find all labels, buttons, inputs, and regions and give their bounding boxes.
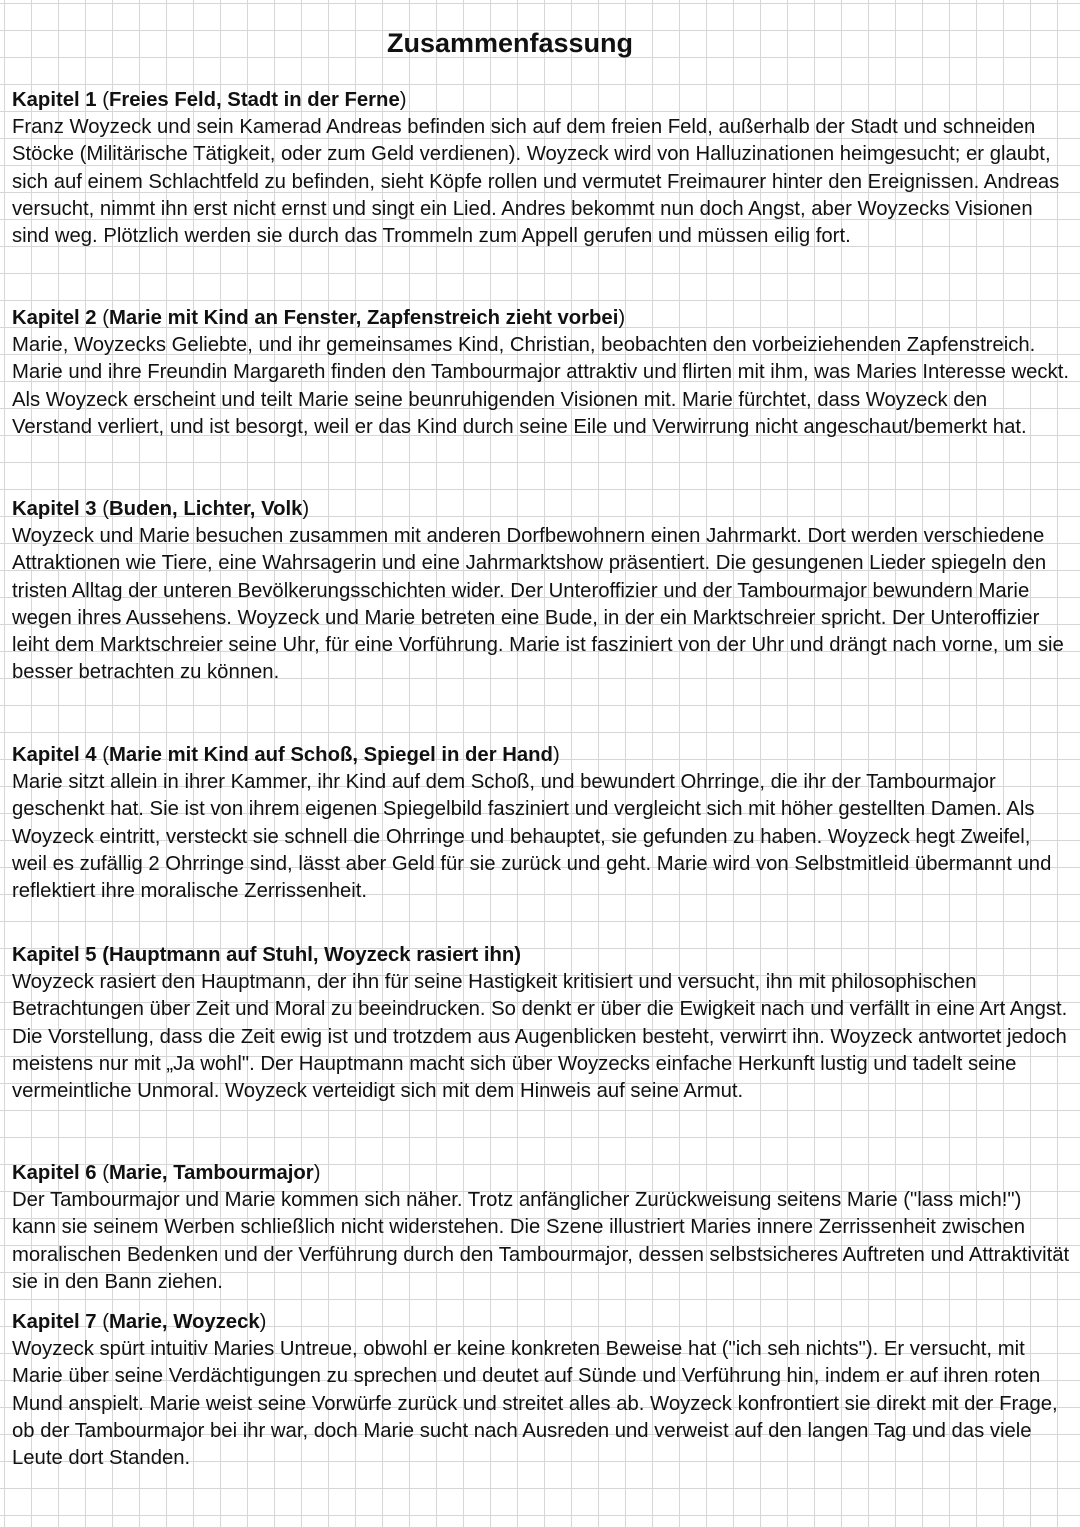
chapter-label: Kapitel 2: [12, 307, 97, 329]
chapter-scene: Marie mit Kind an Fenster, Zapfenstreich zieht vorbei: [108, 307, 619, 329]
chapter-text: Woyzeck spürt intuitiv Maries Untreue, obwohl er keine konkreten Beweise hat ("ich seh nichts"). Er versucht, mit Marie über seine Verdächtigungen zu sprechen und deutet auf Sünde und Verführung hin, indem er auf ihren roten Mund anspielt. Marie weist seine Vorwürfe zurück und streitet alles ab. Woyzeck konfrontiert sie direkt mit der Frage, ob der Tambourmajor bei ihr war, doch Marie sucht nach Ausreden und verweist auf den langen Tag und das viele Leute dort Standen.: [12, 1338, 1058, 1470]
chapter-heading: [12, 1309, 1070, 1336]
chapter-scene: Marie, Woyzeck: [108, 1311, 260, 1333]
chapter-paren-open: (: [102, 944, 109, 966]
chapter-section: [12, 1160, 1070, 1296]
chapter-section: [12, 742, 1070, 905]
chapter-paren-open: (: [102, 1311, 109, 1333]
chapter-section: [12, 496, 1070, 686]
chapter-text: Franz Woyzeck und sein Kamerad Andreas befinden sich auf dem freien Feld, außerhalb der Stadt und schneiden Stöcke (Militärische Tätigkeit, oder zum Geld verdienen). Woyzeck wird von Halluzinationen heimgesucht; er glaubt, sich auf einem Schlachtfeld zu befinden, sieht Köpfe rollen und vermutet Freimaurer hinter den Ereignissen. Andreas versucht, nimmt ihn erst nicht ernst und singt ein Lied. Andres bekommt nun doch Angst, aber Woyzecks Visionen sind weg. Plötzlich werden sie durch das Trommeln zum Appell gerufen und müssen eilig fort.: [12, 116, 1060, 248]
chapter-heading: [12, 742, 1070, 769]
chapter-heading: [12, 87, 1070, 114]
chapter-paren-close: ): [618, 307, 626, 329]
chapter-scene: Marie mit Kind auf Schoß, Spiegel in der Hand: [108, 744, 553, 766]
chapter-text: Marie, Woyzecks Geliebte, und ihr gemeinsames Kind, Christian, beobachten den vorbeiziehenden Zapfenstreich. Marie und ihre Freundin Margareth finden den Tambourmajor attraktiv und flirten mit ihm, was Maries Interesse weckt. Als Woyzeck erscheint und teilt Marie seine beunruhigenden Visionen mit. Marie fürchtet, dass Woyzeck den Verstand verliert, und ist besorgt, weil er das Kind durch seine Eile und Verwirrung nicht angeschaut/bemerkt hat.: [12, 334, 1069, 438]
chapter-section: [12, 305, 1070, 441]
chapter-text: Woyzeck rasiert den Hauptmann, der ihn für seine Hastigkeit kritisiert und versucht, ihn mit philosophischen Betrachtungen über Zeit und Moral zu beeindrucken. So denkt er über die Ewigkeit nach und verfällt in eine Art Angst. Die Vorstellung, dass die Zeit ewig ist und trotzdem aus Augenblicken besteht, verwirrt ihn. Woyzeck antwortet jedoch meistens nur mit „Ja wohl". Der Hauptmann macht sich über Woyzecks einfache Herkunft lustig und tadelt seine vermeintliche Unmoral. Woyzeck verteidigt sich mit dem Hinweis auf seine Armut.: [12, 971, 1068, 1103]
chapter-heading: [12, 1160, 1070, 1187]
chapter-paren-open: (: [102, 307, 109, 329]
chapter-text: Der Tambourmajor und Marie kommen sich näher. Trotz anfänglicher Zurückweisung seitens Marie ("lass mich!") kann sie seinem Werben schließlich nicht widerstehen. Die Szene illustriert Maries innere Zerrissenheit zwischen moralischen Bedenken und der Verführung durch den Tambourmajor, dessen selbstsicheres Auftreten und Attraktivität sie in den Bann ziehen.: [12, 1189, 1070, 1293]
chapter-heading: [12, 496, 1070, 523]
chapter-paren-open: (: [102, 744, 109, 766]
chapter-paren-close: ): [302, 498, 310, 520]
chapter-section: [12, 1309, 1070, 1472]
chapter-label: Kapitel 5: [12, 944, 97, 966]
chapter-section: [12, 942, 1070, 1105]
chapter-paren-open: (: [102, 89, 109, 111]
chapter-paren-close: ): [552, 744, 560, 766]
chapter-label: Kapitel 6: [12, 1162, 97, 1184]
chapter-label: Kapitel 3: [12, 498, 97, 520]
chapter-scene: Hauptmann auf Stuhl, Woyzeck rasiert ihn: [108, 944, 515, 966]
chapter-label: Kapitel 7: [12, 1311, 97, 1333]
chapter-scene: Freies Feld, Stadt in der Ferne: [108, 89, 400, 111]
chapter-section: [12, 87, 1070, 250]
chapter-paren-close: ): [313, 1162, 321, 1184]
chapter-paren-close: ): [259, 1311, 267, 1333]
chapter-label: Kapitel 4: [12, 744, 97, 766]
chapter-label: Kapitel 1: [12, 89, 97, 111]
chapter-text: Woyzeck und Marie besuchen zusammen mit anderen Dorfbewohnern einen Jahrmarkt. Dort werden verschiedene Attraktionen wie Tiere, eine Wahrsagerin und eine Jahrmarktshow präsentiert. Die gesungenen Lieder spiegeln den tristen Alltag der unteren Bevölkerungsschichten wider. Der Unteroffizier und der Tambourmajor bewundern Marie wegen ihres Aussehens. Woyzeck und Marie betreten eine Bude, in der ein Marktschreier spricht. Der Unteroffizier leiht dem Marktschreier seine Uhr, für eine Vorführung. Marie ist fasziniert von der Uhr und drängt nach vorne, um sie besser betrachten zu können.: [12, 525, 1064, 684]
chapter-scene: Marie, Tambourmajor: [108, 1162, 314, 1184]
chapter-paren-close: ): [514, 944, 522, 966]
chapter-text: Marie sitzt allein in ihrer Kammer, ihr Kind auf dem Schoß, und bewundert Ohrringe, die ihr der Tambourmajor geschenkt hat. Sie ist von ihrem eigenen Spiegelbild fasziniert und vergleicht sich mit höher gestellten Damen. Als Woyzeck eintritt, versteckt sie schnell die Ohrringe und behauptet, sie gefunden zu haben. Woyzeck hegt Zweifel, weil es zufällig 2 Ohrringe sind, lässt aber Geld für sie zurück und geht. Marie wird von Selbstmitleid übermannt und reflektiert ihre moralische Zerrissenheit.: [12, 771, 1052, 903]
chapter-scene: Buden, Lichter, Volk: [108, 498, 303, 520]
chapter-paren-open: (: [102, 1162, 109, 1184]
chapter-paren-close: ): [399, 89, 407, 111]
chapter-paren-open: (: [102, 498, 109, 520]
chapter-heading: [12, 942, 1070, 969]
page-title: Zusammenfassung: [386, 28, 634, 58]
chapter-heading: [12, 305, 1070, 332]
